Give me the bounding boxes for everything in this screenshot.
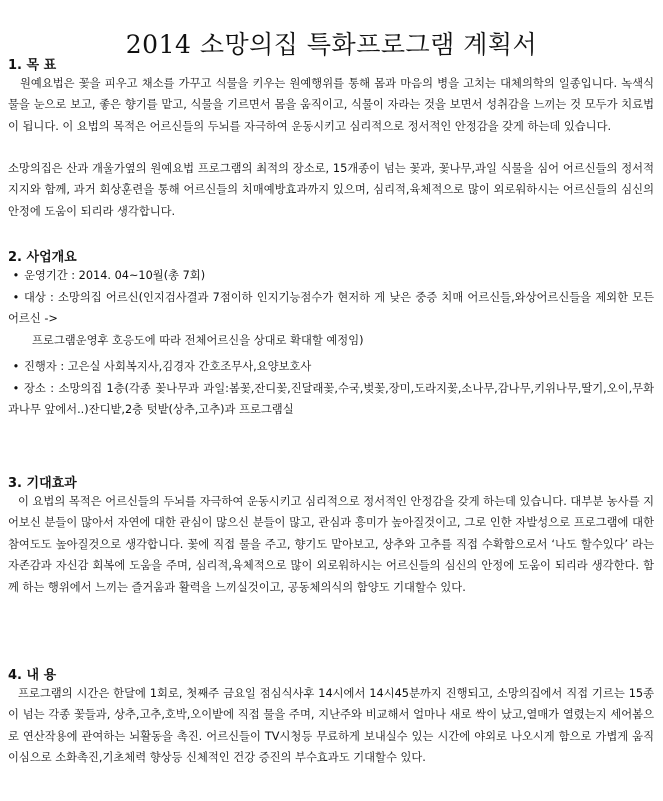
- effect-paragraph: 이 요법의 목적은 어르신들의 두뇌를 자극하여 운동시키고 심리적으로 정서적인 안정감을 갖게 하는데 있습니다. 대부분 농사를 지어보신 분들이 많아서 자연에 대한 관심이 많으신 분들이 많고, 관심과 흥미가 높아질것이고, 그로 인한 자발성으로 프로그램에 대한 참여도도 높아질것으로 생각합니다. 꽃에 직접 물을 주고, 향기도 맡아보고, 상추와 고추를 직접 수확함으로서 ‘나도 할수있다’ 라는 자존감과 자신감 회복에 도움을 주며, 심리적,육체적으로 많이 외로워하시는 어르신들의 심신의 안정에 도움이 되리라 생각한다. 함께 하는 행위에서 느끼는 즐거움과 활력을 느끼실것이고, 공동체의식의 함양도 기대할수 있다.: [8, 495, 654, 594]
- overview-item-period: [8, 265, 654, 286]
- overview-item-period-text: 운영기간 : 2014. 04~10월(총 7회): [24, 269, 206, 282]
- section-overview-heading: 2. 사업개요: [8, 250, 77, 265]
- overview-item-staff: [8, 356, 654, 377]
- overview-item-target-text: 대상 : 소망의집 어르신(인지검사결과 7점이하 인지기능점수가 현저하 게 낮은 중증 치매 어르신들,와상어르신들을 제외한 모든 어르신 ->: [8, 291, 654, 326]
- bullet-icon: •: [12, 269, 20, 282]
- overview-item-target: [8, 287, 654, 330]
- content-paragraph: 프로그램의 시간은 한달에 1회로, 첫째주 금요일 점심식사후 14시에서 14시45분까지 진행되고, 소망의집에서 직접 기르는 15종이 넘는 각종 꽃들과, 상추,고추,호박,오이밭에 직접 물을 주며, 지난주와 비교해서 얼마나 새로 싹이 났고,열매가 열렸는지 세어봄으로 연산작용에 관여하는 뇌활동을 촉진. 어르신들이 TV시청등 무료하게 보내실수 있는 시간에 야외로 나오시게 함으로 가볍게 움직이심으로 소화촉진,기초체력 향상등 신체적인 건강 증진의 부수효과도 기대할수 있다.: [8, 687, 654, 765]
- overview-item-place-text: 장소 : 소망의집 1층(각종 꽃나무과 과일:봄꽃,잔디꽃,진달래꽃,수국,벚꽃,장미,도라지꽃,소나무,감나무,키위나무,딸기,오이,무화과나무 앞에서..)잔디밭,2층 텃밭(상추,고추)과 프로그램실: [8, 382, 654, 417]
- document-title: 2014 소망의집 특화프로그램 계획서: [125, 29, 538, 59]
- bullet-icon: •: [12, 291, 20, 304]
- section-content-heading: 4. 내 용: [8, 668, 57, 683]
- overview-target-continuation: 프로그램운영후 호응도에 따라 전체어르신을 상대로 확대할 예정임): [32, 334, 364, 347]
- bullet-icon: •: [12, 360, 20, 373]
- section-effect-heading: 3. 기대효과: [8, 476, 77, 491]
- overview-item-place: [8, 378, 654, 421]
- goal-paragraph-2: 소망의집은 산과 개울가옆의 원예요법 프로그램의 최적의 장소로, 15개종이 넘는 꽃과, 꽃나무,과일 식물을 심어 어르신들의 정서적지지와 함께, 과거 회상훈련을 통해 어르신들의 치매예방효과까지 있으며, 심리적,육체적으로 많이 외로워하시는 어르신들의 심신의 안정에 도움이 되리라 생각합니다.: [8, 162, 654, 218]
- overview-item-staff-text: 진행자 : 고은실 사회복지사,김경자 간호조무사,요양보호사: [24, 360, 312, 373]
- bullet-icon: •: [12, 382, 20, 395]
- section-goal-heading: 1. 목 표: [8, 58, 57, 73]
- goal-paragraph-1: 원예요법은 꽃을 피우고 채소를 가꾸고 식물을 키우는 원예행위를 통해 몸과 마음의 병을 고치는 대체의학의 일종입니다. 녹색식물을 눈으로 보고, 좋은 향기를 맡고, 식물을 기르면서 몸을 움직이고, 식물이 자라는 것을 보면서 성취감을 느끼는 것 모두가 치료법이 됩니다. 이 요법의 목적은 어르신들의 두뇌를 자극하여 운동시키고 심리적으로 정서적인 안정감을 갖게 하는데 있습니다.: [8, 77, 654, 133]
